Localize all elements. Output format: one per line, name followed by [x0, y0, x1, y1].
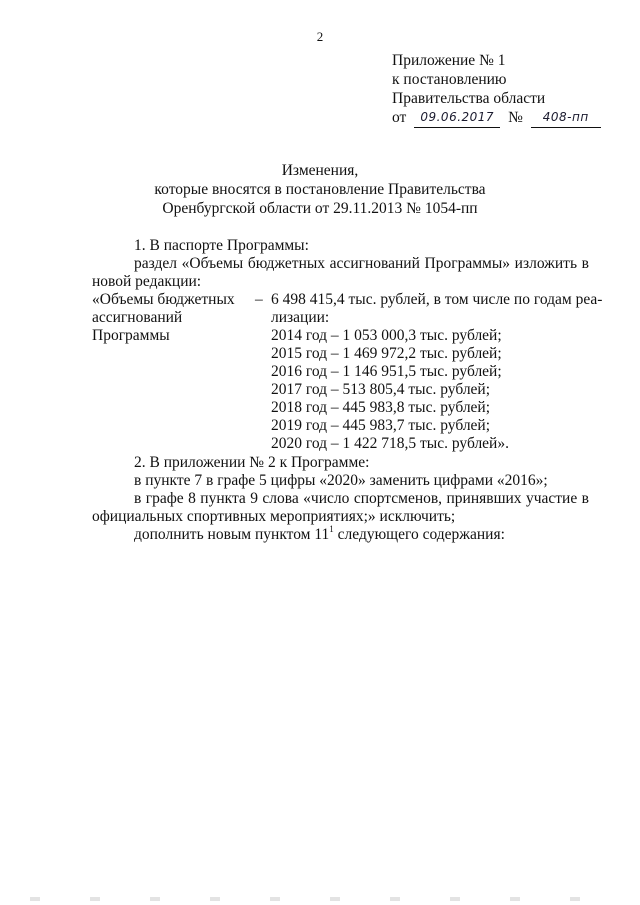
table-dash: –	[255, 291, 263, 308]
item-2-line-4-start: дополнить новым пунктом 11	[134, 526, 330, 543]
appendix-date-line	[392, 109, 601, 129]
date-prefix: от	[392, 109, 407, 126]
number-underline	[531, 108, 601, 128]
title-line-1: Изменения,	[281, 162, 359, 179]
item-1-text-line-2: новой редакции:	[92, 273, 202, 290]
appendix-line-2: к постановлению	[392, 71, 507, 88]
table-right-line-2: лизации:	[271, 309, 330, 326]
item-2-line-4-end: следующего содержания:	[333, 526, 505, 543]
appendix-line-3: Правительства области	[392, 90, 546, 107]
table-right-line-4: 2015 год – 1 469 972,2 тыс. рублей;	[271, 345, 502, 362]
handwritten-number: 408-пп	[542, 110, 589, 124]
superscript-one: 1	[329, 523, 334, 534]
table-right-line-7: 2018 год – 445 983,8 тыс. рублей;	[271, 399, 491, 416]
table-right-line-9: 2020 год – 1 422 718,5 тыс. рублей».	[271, 435, 509, 452]
table-right-line-3: 2014 год – 1 053 000,3 тыс. рублей;	[271, 327, 502, 344]
handwritten-date: 09.06.2017	[420, 110, 495, 124]
title-line-2: которые вносятся в постановление Правительства	[154, 181, 486, 198]
item-2-line-2: в графе 8 пункта 9 слова «число спортсменов, принявших участие в	[134, 490, 589, 507]
item-2-line-4	[134, 523, 505, 545]
item-2-heading: 2. В приложении № 2 к Программе:	[134, 454, 370, 471]
table-right-line-8: 2019 год – 445 983,7 тыс. рублей;	[271, 417, 491, 434]
table-right-line-5: 2016 год – 1 146 951,5 тыс. рублей;	[271, 363, 502, 380]
number-prefix: №	[508, 109, 523, 126]
table-right-line-1: 6 498 415,4 тыс. рублей, в том числе по годам реа-	[271, 291, 603, 308]
item-2-line-3: официальных спортивных мероприятиях;» исключить;	[92, 508, 456, 525]
table-left-line-3: Программы	[92, 327, 170, 344]
title-line-3: Оренбургской области от 29.11.2013 № 1054-пп	[162, 200, 478, 217]
item-1-heading: 1. В паспорте Программы:	[134, 237, 309, 254]
table-left-line-2: ассигнований	[92, 309, 183, 326]
scan-footer-artifact	[30, 897, 610, 901]
item-2-line-1: в пункте 7 в графе 5 цифры «2020» заменить цифрами «2016»;	[134, 472, 548, 489]
table-right-line-6: 2017 год – 513 805,4 тыс. рублей;	[271, 381, 491, 398]
item-1-text-line-1: раздел «Объемы бюджетных ассигнований Программы» изложить в	[134, 255, 589, 272]
table-left-line-1: «Объемы бюджетных	[92, 291, 235, 308]
appendix-line-1: Приложение № 1	[392, 52, 506, 69]
page-number: 2	[316, 29, 324, 44]
date-underline	[414, 108, 500, 128]
